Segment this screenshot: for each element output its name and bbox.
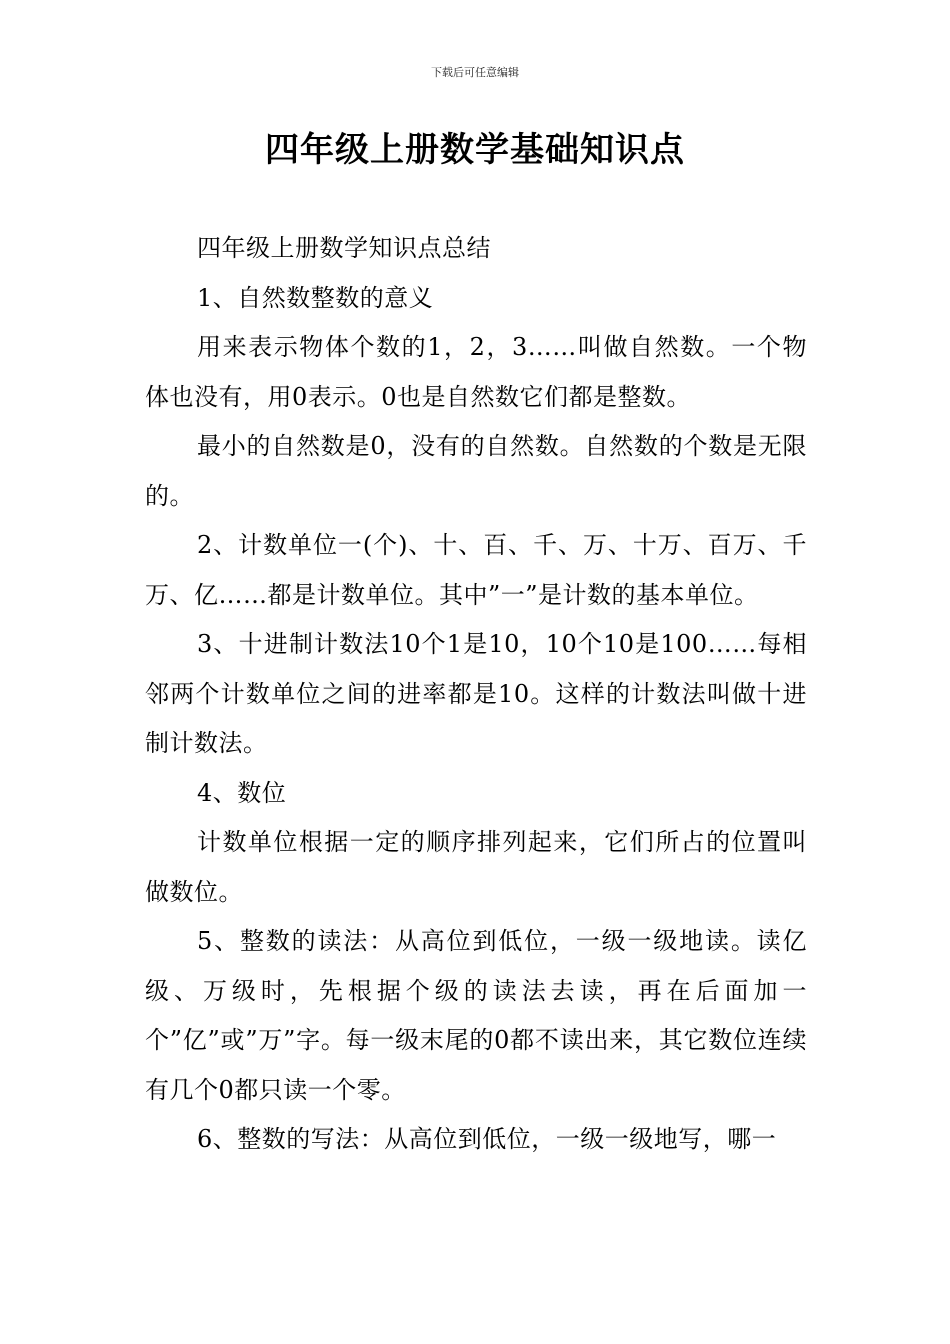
- paragraph-natural-numbers: 用来表示物体个数的1，2，3……叫做自然数。一个物体也没有，用0表示。0也是自然数它们都是整数。: [145, 333, 807, 411]
- document-body: [145, 224, 807, 1165]
- paragraph-reading-integers: 5、整数的读法：从高位到低位，一级一级地读。读亿级、万级时，先根据个级的读法去读，再在后面加一个”亿”或”万”字。每一级末尾的0都不读出来，其它数位连续有几个0都只读一个零。: [145, 927, 807, 1104]
- paragraph-section-4-heading: 4、数位: [197, 778, 287, 807]
- paragraph-writing-integers: 6、整数的写法：从高位到低位，一级一级地写，哪一: [197, 1125, 777, 1153]
- header-note: 下载后可任意编辑: [431, 66, 519, 79]
- paragraph-digit-places: 计数单位根据一定的顺序排列起来，它们所占的位置叫做数位。: [145, 828, 807, 906]
- paragraph-summary-heading: 四年级上册数学知识点总结: [197, 234, 491, 262]
- paragraph-smallest-natural-number: 最小的自然数是0，没有的自然数。自然数的个数是无限的。: [145, 432, 807, 510]
- paragraph-decimal-system: 3、十进制计数法10个1是10，10个10是100……每相邻两个计数单位之间的进率都是10。这样的计数法叫做十进制计数法。: [145, 630, 807, 757]
- paragraph-counting-units: 2、计数单位一(个)、十、百、千、万、十万、百万、千万、亿……都是计数单位。其中”一”是计数的基本单位。: [145, 531, 807, 609]
- paragraph-section-1-heading: 1、自然数整数的意义: [197, 283, 434, 312]
- document-title: 四年级上册数学基础知识点: [265, 130, 685, 170]
